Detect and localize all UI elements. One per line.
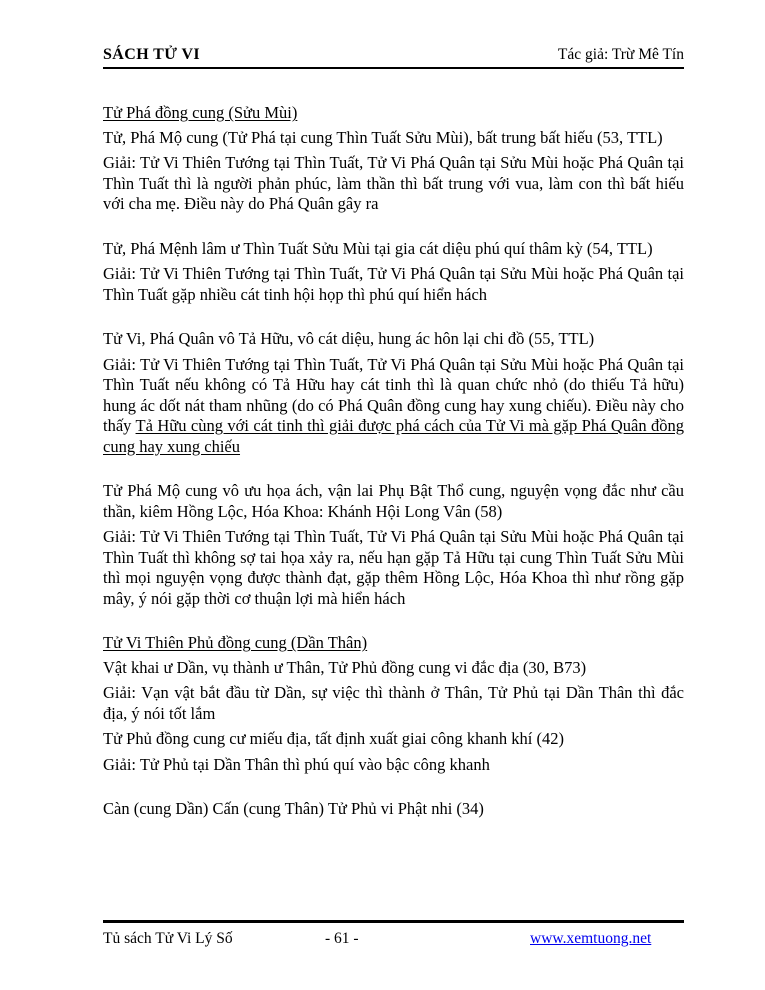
- paragraph-text: Giải: Tử Vi Thiên Tướng tại Thìn Tuất, Tử Vi Phá Quân tại Sửu Mùi hoặc Phá Quân tại Thìn Tuất nếu không có Tả Hữu hay cát tinh thì là quan chức nhỏ (do thiếu Tả hữu) hung ác dốt nát tham nhũng (do có Phá Quân đồng cung hay xung chiếu). Điều này cho thấy: [103, 354, 684, 435]
- underlined-text: Tả Hữu cùng với cát tinh thì giải được phá cách của Tử Vi mà gặp Phá Quân đồng cung hay xung chiếu: [103, 416, 684, 456]
- author-credit: Tác giả: Trừ Mê Tín: [557, 46, 684, 63]
- section-heading: Tử Vi Thiên Phủ đồng cung (Dần Thân): [103, 633, 368, 652]
- paragraph: Tử, Phá Mệnh lâm ư Thìn Tuất Sửu Mùi tại gia cát diệu phú quí thâm kỳ (54, TTL): [103, 238, 653, 258]
- paragraph: Vật khai ư Dần, vụ thành ư Thân, Tử Phủ đồng cung vi đắc địa (30, B73): [103, 657, 587, 677]
- page-number: - 61 -: [325, 930, 359, 947]
- paragraph: Tử Phủ đồng cung cư miếu địa, tất định xuất giai công khanh khí (42): [103, 729, 565, 748]
- paragraph: Giải: Tử Phủ tại Dần Thân thì phú quí vào bậc công khanh: [103, 754, 490, 774]
- section-tu-vi-thien-phu: [103, 633, 684, 775]
- section-tu-pha-suu-mui: [103, 103, 684, 215]
- page-header: [103, 45, 684, 69]
- paragraph: Giải: Vạn vật bắt đầu từ Dần, sự việc thì thành ở Thân, Tử Phủ tại Dần Thân thì đắc địa, ý nói tốt lắm: [103, 683, 684, 723]
- block-tu-pha-menh: [103, 239, 684, 306]
- paragraph: Giải: Tử Vi Thiên Tướng tại Thìn Tuất, Tử Vi Phá Quân tại Sửu Mùi hoặc Phá Quân tại Thìn Tuất thì không sợ tai họa xảy ra, nếu hạn gặp Tả Hữu tại cung Thìn Tuất Sửu Mùi thì mọi nguyện vọng được thành đạt, gặp thêm Hồng Lộc, Hóa Khoa thì như rồng gặp mây, ý nói gặp thời cơ thuận lợi mà hiển hách: [103, 527, 684, 608]
- page-footer: [103, 920, 684, 949]
- website-link[interactable]: www.xemtuong.net: [530, 930, 652, 947]
- series-title: Tủ sách Tử Vi Lý Số: [103, 930, 233, 947]
- block-tu-pha-mo-cung: [103, 481, 684, 609]
- paragraph-mixed: [103, 355, 684, 458]
- book-title: SÁCH TỬ VI: [103, 46, 201, 63]
- section-heading: Tử Phá đồng cung (Sửu Mùi): [103, 103, 298, 122]
- paragraph: Giải: Tử Vi Thiên Tướng tại Thìn Tuất, Tử Vi Phá Quân tại Sửu Mùi hoặc Phá Quân tại Thìn Tuất gặp nhiều cát tinh hội họp thì phú quí hiển hách: [103, 264, 684, 304]
- page-body: [103, 103, 684, 820]
- paragraph: Tử, Phá Mộ cung (Tử Phá tại cung Thìn Tuất Sửu Mùi), bất trung bất hiếu (53, TTL): [103, 127, 663, 147]
- paragraph: Tử Phá Mộ cung vô ưu họa ách, vận lai Phụ Bật Thổ cung, nguyện vọng đắc như cầu thần, kiêm Hồng Lộc, Hóa Khoa: Khánh Hội Long Vân (58): [103, 481, 684, 521]
- block-tu-vi-pha-quan: [103, 329, 684, 457]
- paragraph: Giải: Tử Vi Thiên Tướng tại Thìn Tuất, Tử Vi Phá Quân tại Sửu Mùi hoặc Phá Quân tại Thìn Tuất thì là người phản phúc, làm thần thì bất trung với vua, làm con thì bất hiếu với cha mẹ. Điều này do Phá Quân gây ra: [103, 153, 684, 213]
- paragraph: Tử Vi, Phá Quân vô Tả Hữu, vô cát diệu, hung ác hôn lại chi đồ (55, TTL): [103, 329, 595, 348]
- paragraph: Càn (cung Dần) Cấn (cung Thân) Tử Phủ vi Phật nhi (34): [103, 799, 484, 818]
- block-can-can: [103, 799, 684, 820]
